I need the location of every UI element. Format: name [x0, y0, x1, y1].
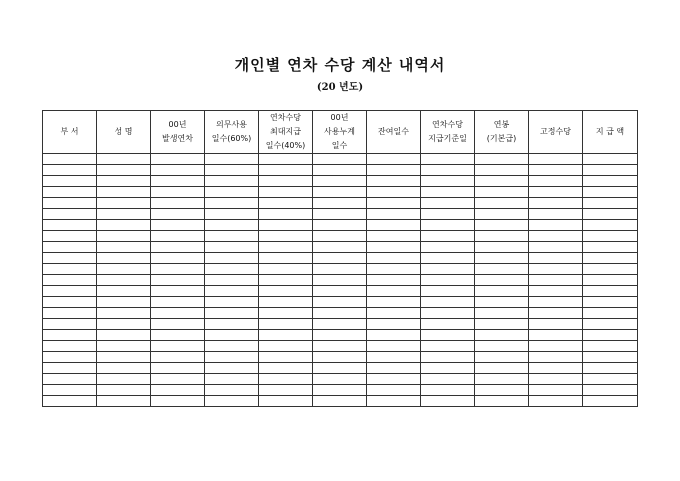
table-cell[interactable] — [313, 341, 367, 352]
table-cell[interactable] — [259, 341, 313, 352]
table-cell[interactable] — [205, 187, 259, 198]
table-cell[interactable] — [97, 396, 151, 407]
table-cell[interactable] — [529, 253, 583, 264]
table-cell[interactable] — [259, 385, 313, 396]
table-row — [43, 253, 638, 264]
table-cell[interactable] — [583, 330, 638, 341]
table-cell[interactable] — [367, 341, 421, 352]
table-cell[interactable] — [583, 220, 638, 231]
header-annual-salary: 연봉 (기본급) — [475, 111, 529, 154]
table-cell[interactable] — [529, 385, 583, 396]
table-cell[interactable] — [313, 220, 367, 231]
table-cell[interactable] — [97, 154, 151, 165]
table-cell[interactable] — [151, 396, 205, 407]
table-cell[interactable] — [421, 319, 475, 330]
table-cell[interactable] — [529, 242, 583, 253]
table-cell[interactable] — [205, 209, 259, 220]
table-cell[interactable] — [151, 286, 205, 297]
table-cell[interactable] — [583, 231, 638, 242]
table-cell[interactable] — [151, 209, 205, 220]
table-cell[interactable] — [421, 275, 475, 286]
table-cell[interactable] — [313, 286, 367, 297]
table-cell[interactable] — [313, 297, 367, 308]
table-cell[interactable] — [583, 253, 638, 264]
table-cell[interactable] — [259, 231, 313, 242]
table-cell[interactable] — [475, 209, 529, 220]
table-cell[interactable] — [475, 231, 529, 242]
table-row — [43, 209, 638, 220]
table-cell[interactable] — [475, 154, 529, 165]
table-row — [43, 396, 638, 407]
table-cell[interactable] — [367, 165, 421, 176]
table-cell[interactable] — [529, 275, 583, 286]
header-payment-amount: 지 급 액 — [583, 111, 638, 154]
table-cell[interactable] — [367, 330, 421, 341]
table-cell[interactable] — [367, 352, 421, 363]
header-remaining-days: 잔여일수 — [367, 111, 421, 154]
table-cell[interactable] — [97, 165, 151, 176]
table-cell[interactable] — [313, 231, 367, 242]
table-cell[interactable] — [529, 319, 583, 330]
table-cell[interactable] — [313, 242, 367, 253]
table-cell[interactable] — [205, 154, 259, 165]
table-cell[interactable] — [421, 253, 475, 264]
table-cell[interactable] — [205, 330, 259, 341]
table-cell[interactable] — [367, 220, 421, 231]
table-cell[interactable] — [205, 198, 259, 209]
table-cell[interactable] — [97, 187, 151, 198]
table-cell[interactable] — [421, 308, 475, 319]
table-cell[interactable] — [367, 286, 421, 297]
table-cell[interactable] — [259, 396, 313, 407]
table-row — [43, 165, 638, 176]
table-cell[interactable] — [205, 176, 259, 187]
table-cell[interactable] — [43, 187, 97, 198]
table-row — [43, 352, 638, 363]
table-cell[interactable] — [367, 319, 421, 330]
table-cell[interactable] — [313, 275, 367, 286]
table-cell[interactable] — [367, 154, 421, 165]
table-row — [43, 319, 638, 330]
table-cell[interactable] — [583, 363, 638, 374]
table-cell[interactable] — [475, 242, 529, 253]
table-cell[interactable] — [97, 264, 151, 275]
table-cell[interactable] — [421, 231, 475, 242]
table-cell[interactable] — [583, 286, 638, 297]
table-cell[interactable] — [529, 374, 583, 385]
table-cell[interactable] — [475, 352, 529, 363]
table-cell[interactable] — [313, 319, 367, 330]
table-cell[interactable] — [475, 297, 529, 308]
table-cell[interactable] — [583, 154, 638, 165]
table-cell[interactable] — [205, 242, 259, 253]
table-cell[interactable] — [259, 198, 313, 209]
table-cell[interactable] — [259, 297, 313, 308]
table-cell[interactable] — [259, 242, 313, 253]
table-cell[interactable] — [43, 242, 97, 253]
table-cell[interactable] — [97, 352, 151, 363]
table-cell[interactable] — [259, 264, 313, 275]
table-cell[interactable] — [421, 352, 475, 363]
table-cell[interactable] — [529, 308, 583, 319]
table-cell[interactable] — [367, 385, 421, 396]
table-cell[interactable] — [475, 253, 529, 264]
table-cell[interactable] — [43, 297, 97, 308]
table-cell[interactable] — [421, 198, 475, 209]
table-cell[interactable] — [151, 385, 205, 396]
table-cell[interactable] — [259, 154, 313, 165]
table-cell[interactable] — [205, 363, 259, 374]
table-cell[interactable] — [259, 187, 313, 198]
table-cell[interactable] — [259, 209, 313, 220]
header-annual-leave-generated: 00년 발생연차 — [151, 111, 205, 154]
table-cell[interactable] — [43, 363, 97, 374]
table-cell[interactable] — [259, 319, 313, 330]
document-title: 개인별 연차 수당 계산 내역서 — [234, 56, 446, 74]
table-cell[interactable] — [205, 297, 259, 308]
table-cell[interactable] — [421, 396, 475, 407]
table-cell[interactable] — [475, 308, 529, 319]
table-cell[interactable] — [205, 286, 259, 297]
table-cell[interactable] — [151, 341, 205, 352]
table-cell[interactable] — [529, 231, 583, 242]
table-cell[interactable] — [205, 264, 259, 275]
header-max-paid-days: 연차수당 최대지급 일수(40%) — [259, 111, 313, 154]
table-cell[interactable] — [43, 198, 97, 209]
table-cell[interactable] — [205, 374, 259, 385]
table-cell[interactable] — [367, 264, 421, 275]
table-cell[interactable] — [529, 198, 583, 209]
table-cell[interactable] — [151, 264, 205, 275]
table-cell[interactable] — [205, 275, 259, 286]
table-cell[interactable] — [97, 363, 151, 374]
table-cell[interactable] — [43, 253, 97, 264]
table-cell[interactable] — [43, 286, 97, 297]
table-cell[interactable] — [313, 198, 367, 209]
header-cumulative-used-days: 00년 사용누계 일수 — [313, 111, 367, 154]
table-cell[interactable] — [421, 242, 475, 253]
table-cell[interactable] — [529, 363, 583, 374]
table-cell[interactable] — [367, 231, 421, 242]
table-cell[interactable] — [583, 396, 638, 407]
table-cell[interactable] — [583, 319, 638, 330]
table-cell[interactable] — [313, 352, 367, 363]
table-cell[interactable] — [97, 220, 151, 231]
table-cell[interactable] — [97, 242, 151, 253]
table-cell[interactable] — [97, 308, 151, 319]
table-cell[interactable] — [367, 308, 421, 319]
table-cell[interactable] — [529, 220, 583, 231]
table-cell[interactable] — [151, 363, 205, 374]
table-cell[interactable] — [583, 187, 638, 198]
table-cell[interactable] — [421, 374, 475, 385]
table-cell[interactable] — [421, 209, 475, 220]
table-cell[interactable] — [43, 374, 97, 385]
table-cell[interactable] — [205, 352, 259, 363]
table-cell[interactable] — [367, 297, 421, 308]
table-cell[interactable] — [259, 176, 313, 187]
table-cell[interactable] — [151, 374, 205, 385]
table-cell[interactable] — [421, 154, 475, 165]
table-cell[interactable] — [313, 330, 367, 341]
table-cell[interactable] — [259, 374, 313, 385]
table-row — [43, 220, 638, 231]
table-cell[interactable] — [583, 308, 638, 319]
table-cell[interactable] — [259, 253, 313, 264]
table-cell[interactable] — [421, 165, 475, 176]
table-cell[interactable] — [529, 154, 583, 165]
table-cell[interactable] — [421, 176, 475, 187]
table-cell[interactable] — [259, 330, 313, 341]
table-cell[interactable] — [259, 220, 313, 231]
header-mandatory-use-days: 의무사용 일수(60%) — [205, 111, 259, 154]
table-cell[interactable] — [43, 154, 97, 165]
table-cell[interactable] — [97, 319, 151, 330]
table-cell[interactable] — [313, 374, 367, 385]
table-cell[interactable] — [475, 341, 529, 352]
table-cell[interactable] — [421, 341, 475, 352]
table-cell[interactable] — [529, 187, 583, 198]
table-cell[interactable] — [421, 330, 475, 341]
table-row — [43, 308, 638, 319]
table-cell[interactable] — [259, 275, 313, 286]
table-cell[interactable] — [151, 275, 205, 286]
table-cell[interactable] — [97, 341, 151, 352]
table-cell[interactable] — [583, 176, 638, 187]
table-cell[interactable] — [367, 253, 421, 264]
table-row — [43, 242, 638, 253]
table-cell[interactable] — [475, 374, 529, 385]
table-cell[interactable] — [529, 297, 583, 308]
table-cell[interactable] — [313, 209, 367, 220]
table-cell[interactable] — [475, 385, 529, 396]
table-cell[interactable] — [205, 385, 259, 396]
table-cell[interactable] — [583, 297, 638, 308]
table-row — [43, 374, 638, 385]
table-cell[interactable] — [97, 198, 151, 209]
table-cell[interactable] — [475, 363, 529, 374]
table-cell[interactable] — [151, 330, 205, 341]
table-cell[interactable] — [43, 341, 97, 352]
table-cell[interactable] — [529, 330, 583, 341]
table-cell[interactable] — [313, 187, 367, 198]
table-cell[interactable] — [43, 385, 97, 396]
table-cell[interactable] — [475, 220, 529, 231]
table-cell[interactable] — [43, 275, 97, 286]
table-cell[interactable] — [259, 286, 313, 297]
table-row — [43, 187, 638, 198]
table-row — [43, 385, 638, 396]
table-cell[interactable] — [43, 396, 97, 407]
table-cell[interactable] — [421, 220, 475, 231]
table-cell[interactable] — [259, 308, 313, 319]
table-cell[interactable] — [421, 385, 475, 396]
table-cell[interactable] — [313, 396, 367, 407]
table-cell[interactable] — [367, 363, 421, 374]
table-cell[interactable] — [367, 198, 421, 209]
header-name: 성 명 — [97, 111, 151, 154]
table-cell[interactable] — [205, 253, 259, 264]
table-cell[interactable] — [97, 209, 151, 220]
table-cell[interactable] — [259, 363, 313, 374]
table-cell[interactable] — [475, 275, 529, 286]
table-cell[interactable] — [421, 264, 475, 275]
table-cell[interactable] — [97, 275, 151, 286]
table-cell[interactable] — [205, 231, 259, 242]
table-cell[interactable] — [313, 264, 367, 275]
table-cell[interactable] — [367, 374, 421, 385]
table-cell[interactable] — [313, 385, 367, 396]
table-cell[interactable] — [367, 209, 421, 220]
table-cell[interactable] — [43, 176, 97, 187]
table-cell[interactable] — [421, 297, 475, 308]
table-cell[interactable] — [367, 242, 421, 253]
table-cell[interactable] — [97, 176, 151, 187]
header-department: 부 서 — [43, 111, 97, 154]
document-subtitle: (20 년도) — [316, 82, 364, 93]
table-cell[interactable] — [583, 352, 638, 363]
table-cell[interactable] — [529, 341, 583, 352]
table-cell[interactable] — [583, 374, 638, 385]
table-cell[interactable] — [367, 396, 421, 407]
table-row — [43, 275, 638, 286]
table-cell[interactable] — [151, 154, 205, 165]
table-cell[interactable] — [43, 330, 97, 341]
table-row — [43, 231, 638, 242]
table-cell[interactable] — [529, 209, 583, 220]
table-cell[interactable] — [475, 165, 529, 176]
table-cell[interactable] — [259, 165, 313, 176]
table-cell[interactable] — [205, 341, 259, 352]
table-cell[interactable] — [97, 231, 151, 242]
header-row — [43, 111, 638, 154]
table-cell[interactable] — [97, 253, 151, 264]
table-cell[interactable] — [583, 165, 638, 176]
table-cell[interactable] — [151, 220, 205, 231]
table-cell[interactable] — [475, 319, 529, 330]
table-cell[interactable] — [151, 242, 205, 253]
table-cell[interactable] — [205, 220, 259, 231]
table-cell[interactable] — [151, 176, 205, 187]
table-body — [43, 154, 638, 407]
table-cell[interactable] — [475, 176, 529, 187]
table-cell[interactable] — [43, 231, 97, 242]
table-cell[interactable] — [313, 154, 367, 165]
table-cell[interactable] — [583, 209, 638, 220]
table-cell[interactable] — [43, 264, 97, 275]
table-row — [43, 297, 638, 308]
table-row — [43, 198, 638, 209]
table-cell[interactable] — [151, 297, 205, 308]
table-cell[interactable] — [529, 352, 583, 363]
table-cell[interactable] — [583, 242, 638, 253]
table-row — [43, 341, 638, 352]
table-cell[interactable] — [151, 198, 205, 209]
table-cell[interactable] — [475, 396, 529, 407]
table-cell[interactable] — [529, 264, 583, 275]
table-cell[interactable] — [583, 275, 638, 286]
table-cell[interactable] — [367, 275, 421, 286]
table-cell[interactable] — [313, 308, 367, 319]
table-row — [43, 154, 638, 165]
table-cell[interactable] — [475, 198, 529, 209]
table-cell[interactable] — [529, 165, 583, 176]
table-cell[interactable] — [583, 341, 638, 352]
table-cell[interactable] — [43, 319, 97, 330]
table-cell[interactable] — [151, 187, 205, 198]
table-cell[interactable] — [475, 330, 529, 341]
table-cell[interactable] — [313, 176, 367, 187]
table-cell[interactable] — [151, 308, 205, 319]
table-cell[interactable] — [313, 165, 367, 176]
table-cell[interactable] — [97, 286, 151, 297]
table-row — [43, 176, 638, 187]
table-cell[interactable] — [151, 231, 205, 242]
table-cell[interactable] — [421, 363, 475, 374]
allowance-table — [42, 110, 638, 407]
table-cell[interactable] — [583, 264, 638, 275]
header-fixed-allowance: 고정수당 — [529, 111, 583, 154]
table-cell[interactable] — [43, 308, 97, 319]
table-cell[interactable] — [43, 209, 97, 220]
table-cell[interactable] — [151, 253, 205, 264]
table-cell[interactable] — [151, 165, 205, 176]
table-cell[interactable] — [259, 352, 313, 363]
table-cell[interactable] — [313, 363, 367, 374]
table-cell[interactable] — [43, 220, 97, 231]
table-cell[interactable] — [475, 286, 529, 297]
table-cell[interactable] — [367, 176, 421, 187]
table-row — [43, 286, 638, 297]
table-row — [43, 330, 638, 341]
table-cell[interactable] — [97, 385, 151, 396]
table-cell[interactable] — [367, 187, 421, 198]
table-cell[interactable] — [583, 198, 638, 209]
table-row — [43, 363, 638, 374]
table-cell[interactable] — [475, 187, 529, 198]
table-cell[interactable] — [43, 165, 97, 176]
table-cell[interactable] — [205, 319, 259, 330]
table-cell[interactable] — [151, 352, 205, 363]
table-cell[interactable] — [97, 374, 151, 385]
table-cell[interactable] — [529, 396, 583, 407]
table-cell[interactable] — [421, 187, 475, 198]
table-cell[interactable] — [43, 352, 97, 363]
table-cell[interactable] — [313, 253, 367, 264]
table-cell[interactable] — [475, 264, 529, 275]
table-cell[interactable] — [97, 330, 151, 341]
table-cell[interactable] — [529, 176, 583, 187]
header-payment-basis-date: 연차수당 지급기준일 — [421, 111, 475, 154]
table-cell[interactable] — [583, 385, 638, 396]
table-cell[interactable] — [205, 308, 259, 319]
table-cell[interactable] — [529, 286, 583, 297]
table-cell[interactable] — [97, 297, 151, 308]
table-cell[interactable] — [151, 319, 205, 330]
table-row — [43, 264, 638, 275]
table-cell[interactable] — [205, 165, 259, 176]
table-cell[interactable] — [421, 286, 475, 297]
table-cell[interactable] — [205, 396, 259, 407]
